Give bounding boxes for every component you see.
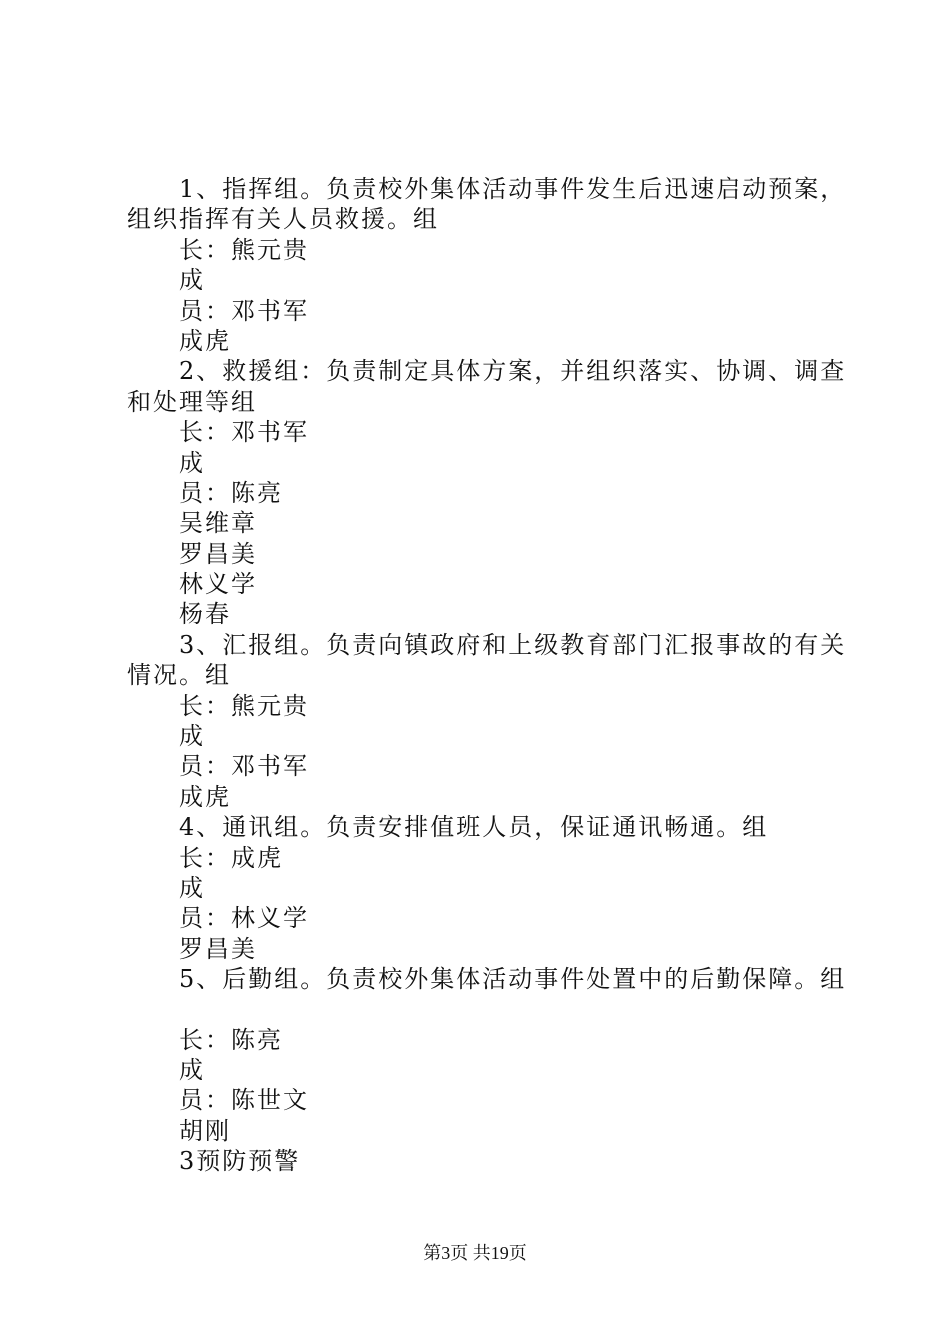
text-line: 长：熊元贵 — [179, 235, 309, 264]
text-line: 杨春 — [179, 600, 231, 629]
document-body — [127, 174, 847, 1177]
text-line: 成 — [179, 448, 205, 477]
text-line: 3、汇报组。负责向镇政府和上级教育部门汇报事故的有关 — [179, 630, 847, 659]
text-line: 员：林义学 — [179, 904, 309, 933]
text-line: 4、通讯组。负责安排值班人员，保证通讯畅通。组 — [179, 813, 769, 842]
text-line: 成 — [179, 1055, 205, 1084]
text-line: 吴维章 — [179, 509, 257, 538]
text-line: 员：邓书军 — [179, 752, 309, 781]
text-line: 长：陈亮 — [179, 1025, 283, 1054]
text-line: 成虎 — [179, 326, 231, 355]
text-line: 罗昌美 — [179, 539, 257, 568]
text-line: 员：陈世文 — [179, 1086, 309, 1115]
text-line: 5、后勤组。负责校外集体活动事件处置中的后勤保障。组 — [179, 965, 847, 994]
text-line: 2、救援组：负责制定具体方案，并组织落实、协调、调查 — [179, 357, 847, 386]
text-line: 和处理等组 — [127, 387, 257, 416]
text-line: 成 — [179, 873, 205, 902]
text-line: 员：邓书军 — [179, 296, 309, 325]
text-line: 胡刚 — [179, 1116, 231, 1145]
text-line: 员：陈亮 — [179, 478, 283, 507]
text-line: 林义学 — [179, 570, 257, 599]
text-line: 组织指挥有关人员救援。组 — [127, 205, 439, 234]
text-line: 成虎 — [179, 782, 231, 811]
text-line: 情况。组 — [127, 661, 231, 690]
text-line: 长：邓书军 — [179, 418, 309, 447]
text-line: 成 — [179, 266, 205, 295]
text-line: 成 — [179, 722, 205, 751]
text-line: 长：熊元贵 — [179, 691, 309, 720]
text-line: 长：成虎 — [179, 843, 283, 872]
text-line: 1、指挥组。负责校外集体活动事件发生后迅速启动预案， — [179, 175, 847, 203]
text-line: 罗昌美 — [179, 934, 257, 963]
page-number-footer: 第3页 共19页 — [423, 1243, 527, 1263]
section-heading: 3预防预警 — [179, 1147, 301, 1176]
